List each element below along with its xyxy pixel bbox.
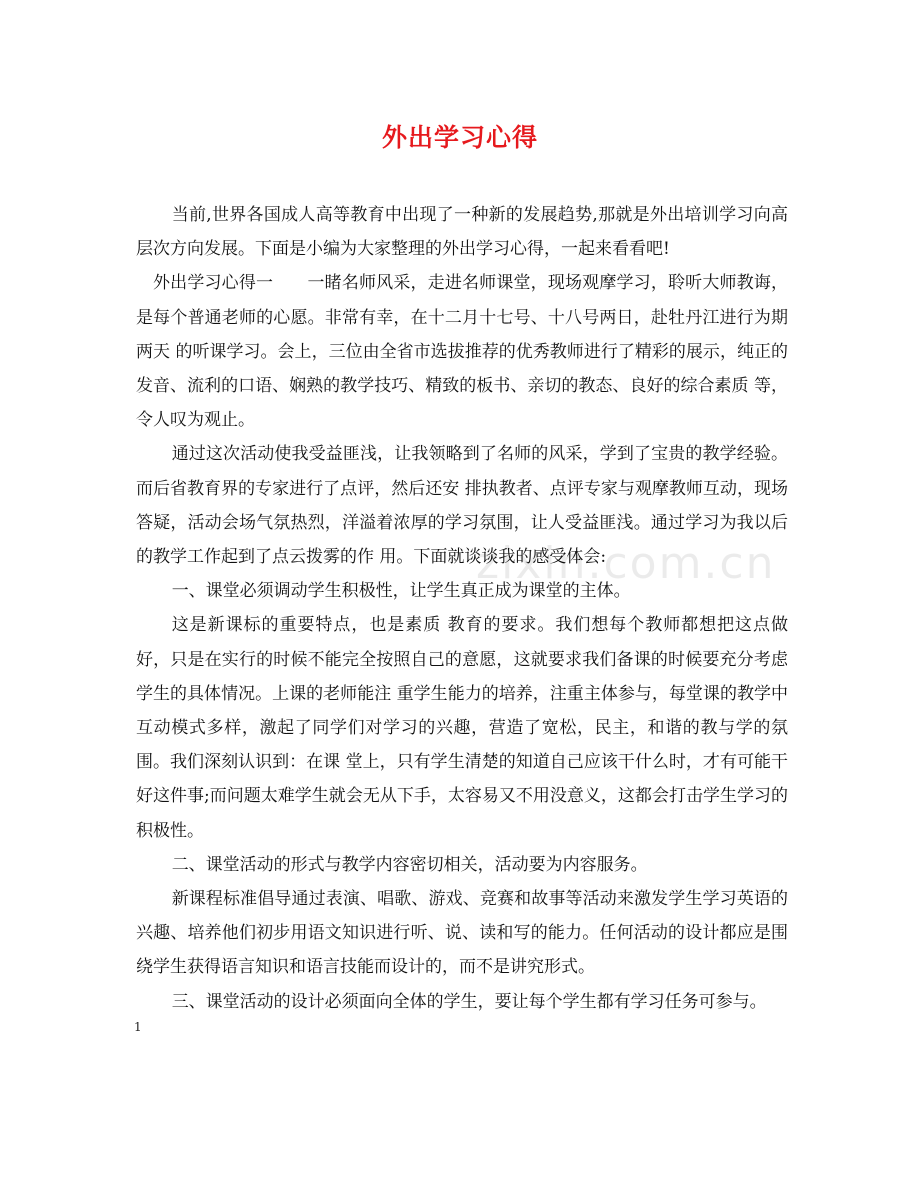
document-body xyxy=(136,198,788,1019)
page-number: 1 xyxy=(134,1020,142,1034)
section-heading-three: 三、课堂活动的设计必须面向全体的学生，要让每个学生都有学习任务可参与。 xyxy=(171,991,767,1012)
paragraph-experience-one: 外出学习心得一 一睹名师风采，走进名师课堂，现场观摩学习，聆听大师教诲，是每个普通老师的心愿。非常有幸，在十二月十七号、十八号两日，赴牡丹江进行为期两天 的听课学习。会上，三位由全省市选拔推荐的优秀教师进行了精彩的展示，纯正的发音、流利的口语、娴熟的教学技巧、精致的板书、亲切的教态、良好的综合素质 等，令人叹为观止。 xyxy=(136,273,788,431)
paragraph-intro: 当前,世界各国成人高等教育中出现了一种新的发展趋势,那就是外出培训学习向高层次方向发展。下面是小编为大家整理的外出学习心得，一起来看看吧! xyxy=(136,205,788,260)
document-title: 外出学习心得 xyxy=(381,123,538,152)
paragraph-section-one: 这是新课标的重要特点，也是素质 教育的要求。我们想每个教师都想把这点做好，只是在实行的时候不能完全按照自己的意愿，这就要求我们备课的时候要充分考虑学生的具体情况。上课的老师能注 重学生能力的培养，注重主体参与，每堂课的教学中互动模式多样，激起了同学们对学习的兴趣，营造了宽松，民主，和谐的教与学的氛围。我们深刻认识到：在课 堂上，只有学生清楚的知道自己应该干什么时，才有可能干好这件事;而问题太难学生就会无从下手，太容易又不用没意义，这都会打击学生学习的积极性。 xyxy=(136,615,788,841)
paragraph-benefit: 通过这次活动使我受益匪浅，让我领略到了名师的风采，学到了宝贵的教学经验。而后省教育界的专家进行了点评，然后还安 排执教者、点评专家与观摩教师互动，现场答疑，活动会场气氛热烈，洋溢着浓厚的学习氛围，让人受益匪浅。通过学习为我以后的教学工作起到了点云拨雾的作 用。下面就谈谈我的感受体会: xyxy=(136,444,788,568)
watermark: zixin.com.cn xyxy=(476,538,776,589)
section-heading-one: 一、课堂必须调动学生积极性，让学生真正成为课堂的主体。 xyxy=(171,581,631,602)
paragraph-section-two: 新课程标准倡导通过表演、唱歌、游戏、竞赛和故事等活动来激发学生学习英语的兴趣、培养他们初步用语文知识进行听、说、读和写的能力。任何活动的设计都应是围绕学生获得语言知识和语言技能而设计的，而不是讲究形式。 xyxy=(136,889,788,978)
section-heading-two: 二、课堂活动的形式与教学内容密切相关，活动要为内容服务。 xyxy=(171,854,648,875)
